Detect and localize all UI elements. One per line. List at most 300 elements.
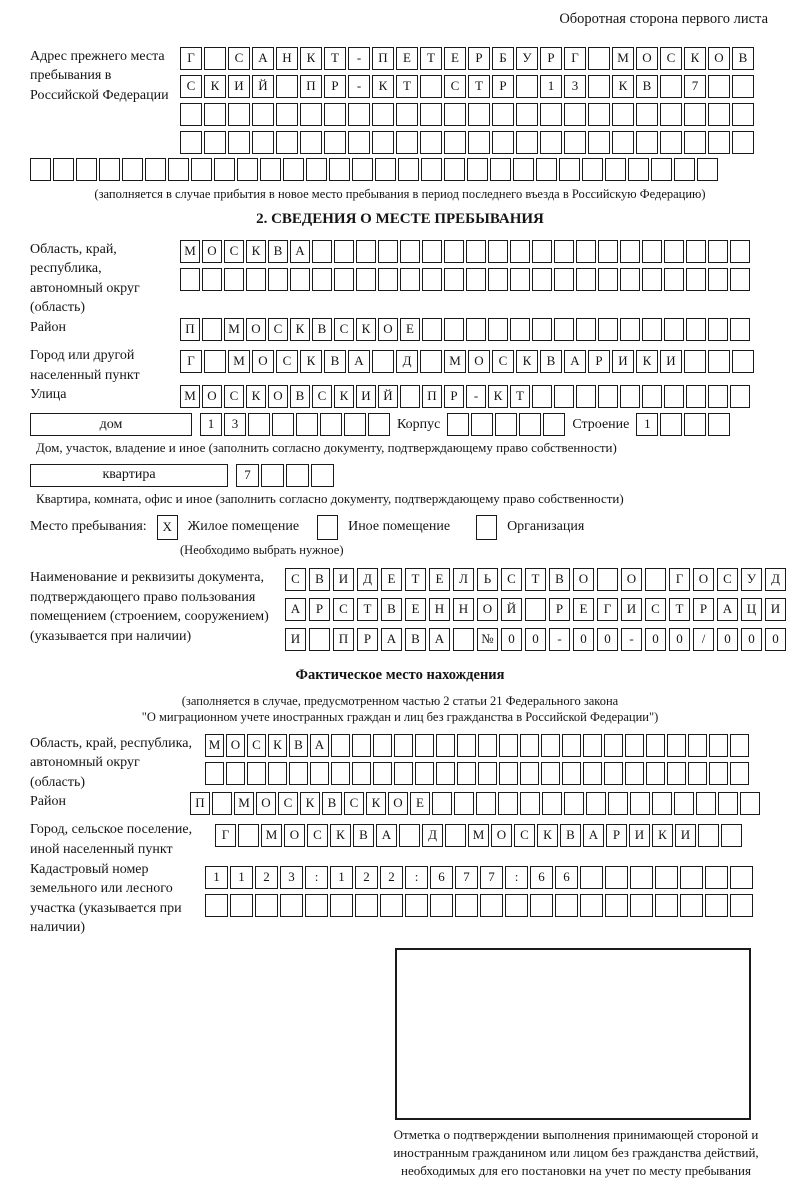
char-cell [445,824,466,847]
char-cell [730,894,753,917]
char-cell: А [583,824,604,847]
char-cell [664,268,684,291]
char-cell: О [202,385,222,408]
char-cell [646,734,665,757]
char-cell [466,240,486,263]
char-cell [122,158,143,181]
char-cell [620,268,640,291]
char-cell: Й [252,75,274,98]
char-cell: В [540,350,562,373]
char-cell [324,103,346,126]
char-cell [432,792,452,815]
char-cell [576,268,596,291]
char-cell: - [621,628,642,651]
char-cell: К [612,75,634,98]
char-cell [334,240,354,263]
char-cell: Г [215,824,236,847]
char-cell [444,103,466,126]
char-cell: К [366,792,386,815]
char-cell [708,75,730,98]
char-cell [630,792,650,815]
char-cell: Т [510,385,530,408]
char-cell: 1 [200,413,222,436]
char-cell [645,568,666,591]
char-cell: С [285,568,306,591]
char-cell: А [564,350,586,373]
document-row-1 [285,568,780,591]
char-cell [372,350,394,373]
char-cell [422,240,442,263]
char-cell [400,268,420,291]
prev-address-row-2 [180,75,770,98]
char-cell: С [645,598,666,621]
char-cell [625,762,644,785]
char-cell: - [348,75,370,98]
char-cell [684,413,706,436]
ulitsa-block [30,385,770,413]
char-cell [268,268,288,291]
char-cell: С [514,824,535,847]
char-cell [554,240,574,263]
char-cell [646,762,665,785]
rayon-row [180,318,770,341]
char-cell [454,792,474,815]
gorod-block [30,346,770,385]
char-cell: С [717,568,738,591]
char-cell [355,894,378,917]
char-cell [605,866,628,889]
char-cell: П [190,792,210,815]
fact-gorod-row [215,824,770,847]
char-cell [598,318,618,341]
char-cell: С [276,350,298,373]
char-cell: А [429,628,450,651]
char-cell [394,734,413,757]
char-cell [555,894,578,917]
checkbox-zhiloe[interactable]: X [157,515,178,540]
char-cell [642,240,662,263]
section2-title: 2. СВЕДЕНИЯ О МЕСТЕ ПРЕБЫВАНИЯ [256,211,544,228]
char-cell: В [560,824,581,847]
char-cell [230,894,253,917]
char-cell [730,762,749,785]
char-cell: О [246,318,266,341]
char-cell [630,866,653,889]
char-cell [664,318,684,341]
char-cell [732,131,754,154]
char-cell [730,734,749,757]
char-cell: Р [606,824,627,847]
rayon-block [30,318,770,346]
char-cell: О [468,350,490,373]
char-cell: В [309,568,330,591]
char-cell [628,158,649,181]
char-cell [348,103,370,126]
prev-address-block [30,47,770,154]
stroenie-label: Строение [572,416,630,432]
char-cell [306,158,327,181]
char-cell [378,240,398,263]
char-cell [455,894,478,917]
char-cell [276,75,298,98]
char-cell [309,628,330,651]
char-cell [519,413,541,436]
char-cell [708,318,728,341]
char-cell: Р [357,628,378,651]
char-cell [300,103,322,126]
char-cell: У [741,568,762,591]
checkbox-inoe[interactable] [317,515,338,540]
stay-type-label: Место пребывания: [30,519,147,535]
char-cell [398,158,419,181]
char-cell: М [205,734,224,757]
char-cell [674,792,694,815]
char-cell: 2 [380,866,403,889]
char-cell [468,103,490,126]
char-cell: : [505,866,528,889]
flat-caption: Квартира, комната, офис и иное (заполнить согласно документу, подтверждающему право собственности) [36,491,624,507]
char-cell [605,158,626,181]
char-cell [344,413,366,436]
oblast-row-2 [180,268,770,291]
char-cell [466,318,486,341]
char-cell [372,103,394,126]
prev-address-row-3 [180,103,770,126]
char-cell [554,318,574,341]
char-cell [660,103,682,126]
char-cell [305,894,328,917]
char-cell [396,103,418,126]
char-cell: С [344,792,364,815]
char-cell: В [324,350,346,373]
house-caption: Дом, участок, владение и иное (заполнить согласно документу, подтверждающему право собственности) [36,440,617,456]
char-cell [718,792,738,815]
char-cell [444,131,466,154]
char-cell: Р [492,75,514,98]
char-cell: Н [453,598,474,621]
oblast-label: Область, край, республика, автономный округ (область) [30,241,140,316]
char-cell: С [224,240,244,263]
char-cell: М [261,824,282,847]
char-cell: Й [378,385,398,408]
char-cell [289,762,308,785]
char-cell [415,762,434,785]
char-cell: Е [405,598,426,621]
char-cell: Е [396,47,418,70]
char-cell: О [378,318,398,341]
char-cell [478,734,497,757]
char-cell [684,131,706,154]
char-cell: Т [405,568,426,591]
char-cell [708,413,730,436]
confirmation-stamp-box [395,948,751,1120]
char-cell: П [333,628,354,651]
char-cell: М [612,47,634,70]
char-cell: А [310,734,329,757]
char-cell: К [516,350,538,373]
char-cell: И [621,598,642,621]
kadastr-label: Кадастровый номер земельного или лесного участка (указывается при наличии) [30,861,182,936]
char-cell [444,158,465,181]
char-cell: К [334,385,354,408]
char-cell [290,268,310,291]
char-cell [605,894,628,917]
char-cell [660,75,682,98]
char-cell [276,103,298,126]
char-cell: 3 [280,866,303,889]
char-cell: В [405,628,426,651]
char-cell: В [732,47,754,70]
char-cell [283,158,304,181]
char-cell: К [356,318,376,341]
char-cell [532,268,552,291]
char-cell [652,792,672,815]
page-header-note: Оборотная сторона первого листа [559,11,768,27]
char-cell: П [372,47,394,70]
char-cell [436,734,455,757]
char-cell [705,894,728,917]
fact-rayon-label: Район [30,794,66,810]
fact-gorod-block [30,820,770,859]
char-cell: В [290,385,310,408]
stay-type-note: (Необходимо выбрать нужное) [180,542,344,557]
char-cell: И [356,385,376,408]
char-cell [405,894,428,917]
char-cell: Л [453,568,474,591]
char-cell [576,385,596,408]
char-cell [655,866,678,889]
char-cell [667,762,686,785]
char-cell: 0 [765,628,786,651]
char-cell: Т [357,598,378,621]
dom-number-cells [200,413,390,436]
char-cell [422,318,442,341]
char-cell: С [501,568,522,591]
char-cell [630,894,653,917]
char-cell: Г [669,568,690,591]
flat-row [30,464,770,487]
char-cell: 1 [205,866,228,889]
char-cell [642,385,662,408]
char-cell: - [466,385,486,408]
char-cell: С [224,385,244,408]
char-cell [312,268,332,291]
prev-address-row-1 [180,47,770,70]
char-cell: С [228,47,250,70]
oblast-row-1 [180,240,770,263]
char-cell [145,158,166,181]
char-cell: О [268,385,288,408]
char-cell: Т [468,75,490,98]
ulitsa-row [180,385,770,408]
char-cell [708,385,728,408]
char-cell: 0 [597,628,618,651]
char-cell: И [285,628,306,651]
char-cell: Г [180,47,202,70]
char-cell: Ь [477,568,498,591]
char-cell [708,131,730,154]
char-cell: Р [468,47,490,70]
char-cell: П [180,318,200,341]
char-cell: О [226,734,245,757]
char-cell: Ц [741,598,762,621]
char-cell [380,894,403,917]
char-cell: 1 [230,866,253,889]
char-cell [204,131,226,154]
char-cell: А [381,628,402,651]
char-cell [730,268,750,291]
char-cell [583,762,602,785]
fact-oblast-row-1 [205,734,770,757]
char-cell [576,240,596,263]
char-cell [686,385,706,408]
char-cell [684,350,706,373]
char-cell [598,268,618,291]
char-cell: О [693,568,714,591]
char-cell [255,894,278,917]
char-cell: М [228,350,250,373]
char-cell [373,734,392,757]
char-cell [478,762,497,785]
char-cell: Р [444,385,464,408]
char-cell: 0 [501,628,522,651]
char-cell: Г [597,598,618,621]
char-cell: Т [525,568,546,591]
char-cell [588,131,610,154]
char-cell: 6 [555,866,578,889]
char-cell: Т [669,598,690,621]
char-cell: К [246,385,266,408]
char-cell: Р [549,598,570,621]
char-cell: 0 [669,628,690,651]
char-cell [312,240,332,263]
char-cell: К [268,734,287,757]
char-cell [444,240,464,263]
char-cell [252,131,274,154]
char-cell [586,792,606,815]
char-cell [422,268,442,291]
char-cell [680,866,703,889]
char-cell [520,762,539,785]
char-cell: А [348,350,370,373]
char-cell: А [376,824,397,847]
char-cell [30,158,51,181]
char-cell [598,385,618,408]
char-cell [180,268,200,291]
char-cell [99,158,120,181]
char-cell [296,413,318,436]
char-cell [214,158,235,181]
char-cell: 1 [636,413,658,436]
char-cell [272,413,294,436]
char-cell [520,792,540,815]
char-cell [224,268,244,291]
char-cell [708,103,730,126]
char-cell [708,350,730,373]
char-cell [331,734,350,757]
char-cell [453,628,474,651]
char-cell [204,103,226,126]
char-cell [480,894,503,917]
char-cell: И [629,824,650,847]
char-cell [559,158,580,181]
char-cell [698,824,719,847]
char-cell: И [333,568,354,591]
char-cell: / [693,628,714,651]
char-cell: С [334,318,354,341]
char-cell: Д [396,350,418,373]
char-cell [300,131,322,154]
char-cell: О [708,47,730,70]
char-cell [543,413,565,436]
char-cell [205,894,228,917]
char-cell [226,762,245,785]
char-cell: М [444,350,466,373]
char-cell: 7 [455,866,478,889]
char-cell [457,734,476,757]
char-cell [238,824,259,847]
char-cell [554,268,574,291]
char-cell: М [224,318,244,341]
char-cell [498,792,518,815]
char-cell [212,792,232,815]
char-cell [352,762,371,785]
char-cell: Н [276,47,298,70]
checkbox-organizaciya[interactable] [476,515,497,540]
char-cell: О [491,824,512,847]
char-cell: К [652,824,673,847]
char-cell [655,894,678,917]
char-cell [612,131,634,154]
char-cell [697,158,718,181]
char-cell [356,268,376,291]
char-cell [237,158,258,181]
char-cell [532,385,552,408]
char-cell: К [684,47,706,70]
char-cell: К [204,75,226,98]
char-cell: Й [501,598,522,621]
char-cell [499,762,518,785]
char-cell [740,792,760,815]
char-cell [612,103,634,126]
char-cell: - [348,47,370,70]
char-cell: С [268,318,288,341]
char-cell [310,762,329,785]
char-cell [651,158,672,181]
gorod-label: Город или другой населенный пункт [30,347,140,383]
char-cell [286,464,309,487]
char-cell [375,158,396,181]
char-cell [686,240,706,263]
char-cell: - [549,628,570,651]
char-cell [447,413,469,436]
char-cell: 0 [573,628,594,651]
char-cell [276,131,298,154]
char-cell [604,762,623,785]
char-cell [246,268,266,291]
char-cell: П [300,75,322,98]
char-cell: С [444,75,466,98]
char-cell [191,158,212,181]
char-cell: Г [180,350,202,373]
char-cell [532,318,552,341]
char-cell [476,792,496,815]
char-cell [420,131,442,154]
char-cell [588,75,610,98]
char-cell [660,131,682,154]
gorod-row [180,350,770,373]
char-cell [680,894,703,917]
